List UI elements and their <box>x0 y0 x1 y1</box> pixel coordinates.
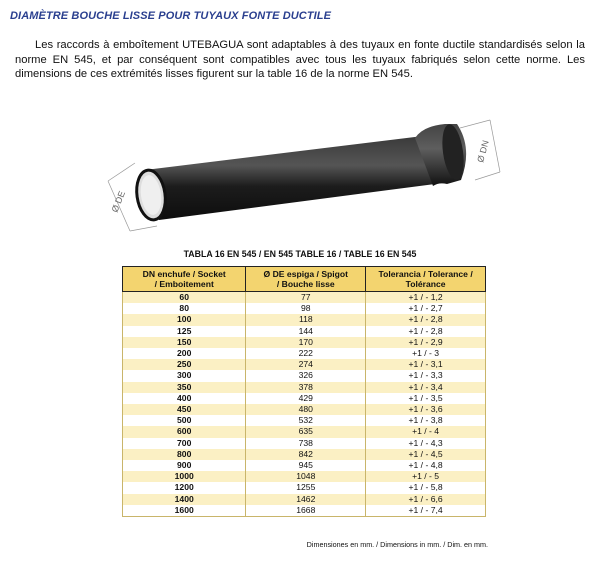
dn-cell: 1400 <box>123 494 246 505</box>
tolerance-cell: +1 / - 3,5 <box>366 393 486 404</box>
de-cell: 635 <box>246 426 366 437</box>
tolerance-cell: +1 / - 3,3 <box>366 370 486 381</box>
tolerance-cell: +1 / - 7,4 <box>366 505 486 517</box>
table-row <box>123 382 486 393</box>
tolerance-cell: +1 / - 4,3 <box>366 438 486 449</box>
dn-cell: 450 <box>123 404 246 415</box>
table-row <box>123 460 486 471</box>
de-cell: 429 <box>246 393 366 404</box>
table-row <box>123 393 486 404</box>
document-title: DIAMÈTRE BOUCHE LISSE POUR TUYAUX FONTE DUCTILE <box>10 10 332 22</box>
table-row <box>123 303 486 314</box>
dn-cell: 80 <box>123 303 246 314</box>
de-cell: 532 <box>246 415 366 426</box>
tolerance-cell: +1 / - 3,1 <box>366 359 486 370</box>
header-tolerance: Tolerancia / Tolerance / Tolérance <box>366 267 486 292</box>
dn-cell: 250 <box>123 359 246 370</box>
de-cell: 738 <box>246 438 366 449</box>
table-row <box>123 505 486 517</box>
dn-cell: 300 <box>123 370 246 381</box>
table-row <box>123 370 486 381</box>
de-cell: 118 <box>246 314 366 325</box>
table-row <box>123 314 486 325</box>
tolerance-cell: +1 / - 2,8 <box>366 326 486 337</box>
de-cell: 1668 <box>246 505 366 517</box>
table-row <box>123 494 486 505</box>
dn-cell: 600 <box>123 426 246 437</box>
table-row <box>123 415 486 426</box>
de-cell: 326 <box>246 370 366 381</box>
de-cell: 98 <box>246 303 366 314</box>
dn-cell: 900 <box>123 460 246 471</box>
de-cell: 1048 <box>246 471 366 482</box>
de-cell: 945 <box>246 460 366 471</box>
dn-cell: 1600 <box>123 505 246 517</box>
de-cell: 1462 <box>246 494 366 505</box>
table-caption: TABLA 16 EN 545 / EN 545 TABLE 16 / TABLE 16 EN 545 <box>183 249 417 259</box>
dn-cell: 400 <box>123 393 246 404</box>
tolerance-cell: +1 / - 3,4 <box>366 382 486 393</box>
tolerance-cell: +1 / - 2,8 <box>366 314 486 325</box>
tolerance-cell: +1 / - 2,7 <box>366 303 486 314</box>
units-footnote: Dimensiones en mm. / Dimensions in mm. / Dim. en mm. <box>306 540 488 549</box>
table-row <box>123 337 486 348</box>
tolerance-cell: +1 / - 5,8 <box>366 482 486 493</box>
tolerance-cell: +1 / - 1,2 <box>366 292 486 304</box>
table-row <box>123 482 486 493</box>
table-row <box>123 404 486 415</box>
de-cell: 1255 <box>246 482 366 493</box>
tolerance-cell: +1 / - 3 <box>366 348 486 359</box>
de-cell: 144 <box>246 326 366 337</box>
de-cell: 170 <box>246 337 366 348</box>
dn-cell: 200 <box>123 348 246 359</box>
dn-cell: 150 <box>123 337 246 348</box>
dn-cell: 1000 <box>123 471 246 482</box>
dn-cell: 125 <box>123 326 246 337</box>
table-row <box>123 438 486 449</box>
de-label: Ø DE <box>109 189 128 214</box>
tolerance-cell: +1 / - 6,6 <box>366 494 486 505</box>
table-row <box>123 292 486 304</box>
table-header-row <box>123 267 486 292</box>
dn-cell: 60 <box>123 292 246 304</box>
de-cell: 222 <box>246 348 366 359</box>
de-cell: 480 <box>246 404 366 415</box>
table-row <box>123 359 486 370</box>
table-row <box>123 426 486 437</box>
dn-cell: 700 <box>123 438 246 449</box>
pipe-illustration <box>105 108 505 233</box>
de-cell: 842 <box>246 449 366 460</box>
dn-cell: 1200 <box>123 482 246 493</box>
tolerance-cell: +1 / - 5 <box>366 471 486 482</box>
dn-cell: 800 <box>123 449 246 460</box>
header-de: Ø DE espiga / Spigot / Bouche lisse <box>246 267 366 292</box>
tolerance-cell: +1 / - 4,5 <box>366 449 486 460</box>
header-dn: DN enchufe / Socket / Emboitement <box>123 267 246 292</box>
table-row <box>123 348 486 359</box>
intro-paragraph: Les raccords à emboîtement UTEBAGUA sont adaptables à des tuyaux en fonte ductile standardisés selon la norme EN 545, et par conséquent sont compatibles avec tous les tuyaux fabriqués selon cette norme. Les dimensions de ces extrémités lisses figurent sur la table 16 de la norme EN 545. <box>15 39 585 80</box>
tolerance-cell: +1 / - 2,9 <box>366 337 486 348</box>
de-cell: 77 <box>246 292 366 304</box>
pipe-body <box>145 136 435 220</box>
dn-label: Ø DN <box>475 139 491 164</box>
tolerance-cell: +1 / - 3,6 <box>366 404 486 415</box>
de-cell: 274 <box>246 359 366 370</box>
dn-cell: 350 <box>123 382 246 393</box>
table-row <box>123 449 486 460</box>
table-body <box>123 292 486 517</box>
table-row <box>123 326 486 337</box>
dn-cell: 100 <box>123 314 246 325</box>
table-row <box>123 471 486 482</box>
tolerance-cell: +1 / - 3,8 <box>366 415 486 426</box>
de-cell: 378 <box>246 382 366 393</box>
dn-cell: 500 <box>123 415 246 426</box>
dimensions-table <box>122 266 486 517</box>
tolerance-cell: +1 / - 4,8 <box>366 460 486 471</box>
tolerance-cell: +1 / - 4 <box>366 426 486 437</box>
